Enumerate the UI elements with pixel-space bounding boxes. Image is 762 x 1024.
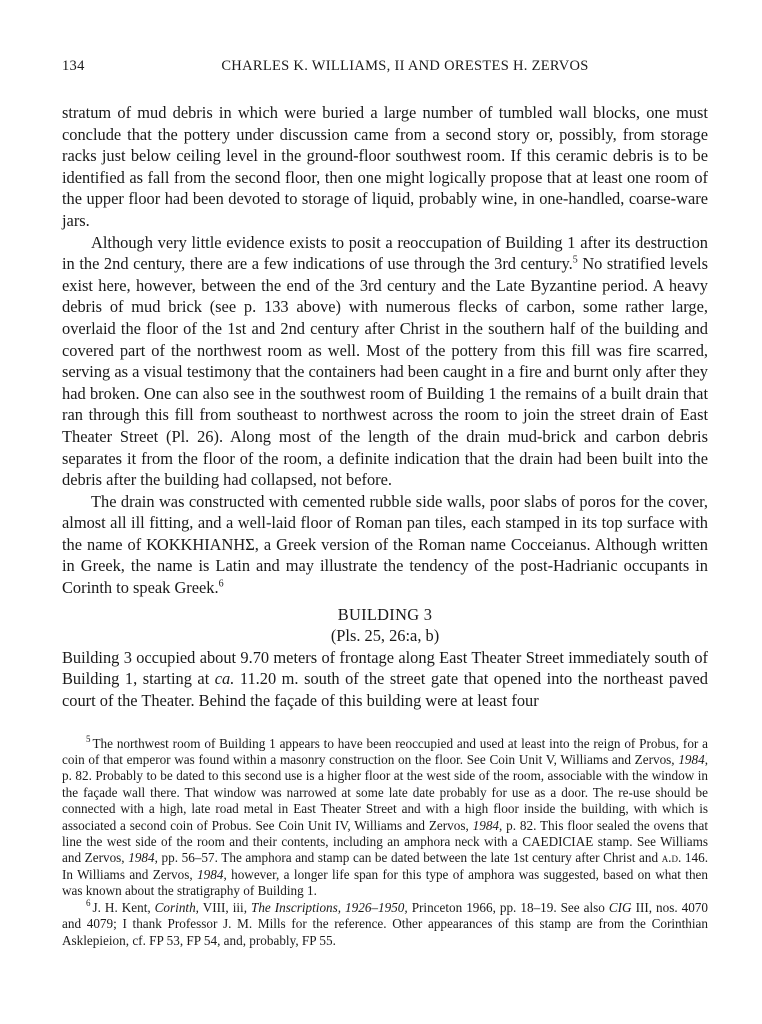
paragraph-2 bbox=[62, 232, 708, 491]
page-number: 134 bbox=[62, 58, 85, 74]
footnotes bbox=[62, 736, 708, 949]
section-title: BUILDING 3 bbox=[337, 604, 433, 624]
section-plates: (Pls. 25, 26:a, b) bbox=[330, 626, 440, 646]
footnote-6-text: III, nos. 4070 and 4079; I thank Professor J. M. Mills for the reference. Other appearances of this stamp are from the Corinthian Asklepieion, cf. FP 53, FP 54, and, probably, FP 55. bbox=[62, 899, 708, 948]
footnote-6-title: The Inscriptions, 1926–1950, bbox=[251, 899, 408, 915]
footnote-5-text: The northwest room of Building 1 appears to have been reoccupied and used at least into the reign of Probus, for a coin of that emperor was found within a masonry construction on the floor. See Coin Unit V, Williams and Zervos, bbox=[62, 735, 708, 768]
footnote-5-ad: a.d. bbox=[661, 850, 682, 866]
footnote-6-mark: 6 bbox=[86, 898, 91, 909]
footnote-6 bbox=[62, 900, 708, 949]
paragraph-1: stratum of mud debris in which were buried a large number of tumbled wall blocks, one must conclude that the pottery under discussion came from a second story or, possibly, from storage racks just below ceiling level in the ground-floor southwest room. If this ceramic debris is to be identified as fall from the second floor, then one might logically propose that at least one room of the upper floor had been devoted to storage of liquid, probably wine, in one-handled, coarse-ware jars. bbox=[62, 103, 708, 230]
running-title: CHARLES K. WILLIAMS, II AND ORESTES H. ZERVOS bbox=[221, 58, 589, 74]
footnote-6-text: Princeton 1966, pp. 18–19. See also bbox=[407, 899, 609, 915]
body-text bbox=[62, 102, 708, 712]
page bbox=[62, 58, 708, 949]
paragraph-2-text: Although very little evidence exists to posit a reoccupation of Building 1 after its destruction in the 2nd century, there are a few indications of use through the 3rd century. bbox=[62, 232, 708, 274]
footnote-ref-5[interactable]: 5 bbox=[572, 254, 578, 266]
footnote-5-text: 146. In Williams and Zervos, bbox=[62, 850, 708, 882]
footnote-6-series: Corinth, bbox=[154, 899, 199, 915]
footnote-5-mark: 5 bbox=[86, 734, 91, 745]
paragraph-4 bbox=[62, 647, 708, 712]
paragraph-2-rest: No stratified levels exist here, however, between the end of the 3rd century and the Late Byzantine period. A heavy debris of mud brick (see p. 133 above) with numerous flecks of carbon, some rather large, overlaid the floor of the 1st and 2nd century after Christ in the southern half of the building and covered part of the northwest room as well. Most of the pottery from this fill was fire scarred, serving as a visual testimony that the containers had been caught in a fire and burnt only after they had broken. One can also see in the southwest room of Building 1 the remains of a built drain that ran through this fill from southeast to northwest across the room to join the street drain of East Theater Street (Pl. 26). Along most of the length of the drain mud-brick and carbon debris separates it from the floor of the room, a definite indication that the drain had been built into the debris after the building had collapsed, not before. bbox=[62, 254, 708, 490]
footnote-5-year: 1984 bbox=[472, 817, 499, 833]
footnote-6-cig: CIG bbox=[608, 899, 632, 915]
paragraph-4-text-b: 11.20 m. south of the street gate that opened into the northeast paved court of the Theater. Behind the façade of this building were at least four bbox=[62, 669, 708, 711]
footnote-5-year: 1984 bbox=[197, 866, 224, 882]
paragraph-4-text-a: Building 3 occupied about 9.70 meters of frontage along East Theater Street immediately south of Building 1, starting at bbox=[62, 647, 708, 689]
footnote-5-text: , pp. 56–57. The amphora and stamp can be dated between the late 1st century after Christ and bbox=[154, 850, 662, 866]
paragraph-3-text: The drain was constructed with cemented rubble side walls, poor slabs of poros for the cover, almost all ill fitting, and a well-laid floor of Roman pan tiles, each stamped in its top surface with the name of ΚΟΚΚΗΙΑΝΗΣ, a Greek version of the Roman name Cocceianus. Although written in Greek, the name is Latin and may illustrate the tendency of the post-Hadrianic occupants in Corinth to speak Greek. bbox=[62, 491, 708, 598]
footnote-6-text: VIII, iii, bbox=[198, 899, 251, 915]
footnote-5-year: 1984 bbox=[678, 752, 705, 768]
footnote-5-text: , p. 82. Probably to be dated to this second use is a higher floor at the west side of the room, associable with the window in the façade wall there. That window was narrowed at some late date probably for use as a door. The re-use should be connected with a high, late road metal in East Theater Street and with a high floor inside the building, with which is associated a second coin of Probus. See Coin Unit IV, Williams and Zervos, bbox=[62, 752, 708, 833]
footnote-6-text: J. H. Kent, bbox=[92, 899, 155, 915]
footnote-ref-6[interactable]: 6 bbox=[218, 578, 224, 590]
running-header bbox=[62, 58, 708, 80]
paragraph-3 bbox=[62, 491, 708, 599]
footnote-5-year: 1984 bbox=[128, 850, 155, 866]
paragraph-4-ca: ca. bbox=[214, 669, 235, 689]
footnote-5-text: , p. 82. This floor sealed the ovens that line the west side of the room and their contents, including an amphora neck with a CAEDICIAE stamp. See Williams and Zervos, bbox=[62, 817, 708, 866]
footnote-5-text: , however, a longer life span for this type of amphora was suggested, based on what then was known about the stratigraphy of Building 1. bbox=[62, 866, 708, 899]
footnote-5 bbox=[62, 736, 708, 900]
